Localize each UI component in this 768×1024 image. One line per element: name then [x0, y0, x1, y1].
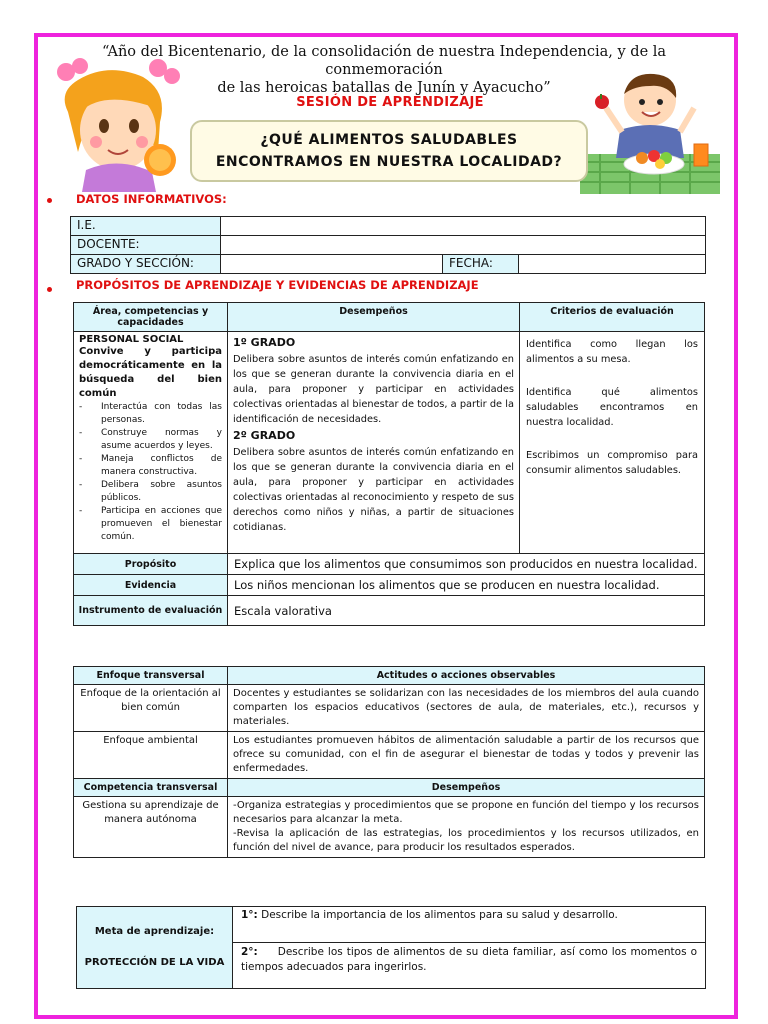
meta-item-2-text: Describe los tipos de alimentos de su dieta familiar, así como los momentos o tiempos adecuados para ingerirlos.	[241, 946, 697, 973]
area-name: PERSONAL SOCIAL	[79, 334, 184, 345]
datos-table	[70, 216, 706, 274]
docente-value[interactable]	[221, 236, 706, 255]
proposito-text: Explica que los alimentos que consumimos son producidos en nuestra localidad.	[228, 554, 705, 575]
criterio-3: Escribimos un compromiso para consumir alimentos saludables.	[526, 450, 698, 476]
capacidad-item: - Maneja conflictos de manera constructiva.	[79, 453, 222, 479]
col-competencia-header: Competencia transversal	[74, 779, 228, 797]
meta-item-2-num: 2°:	[241, 946, 258, 958]
propositos-heading: PROPÓSITOS DE APRENDIZAJE Y EVIDENCIAS DE APRENDIZAJE	[76, 278, 479, 292]
session-title: SESIÓN DE APRENDIZAJE	[296, 95, 484, 110]
competencia-transversal: Gestiona su aprendizaje de manera autónoma	[74, 797, 228, 858]
area-cell	[74, 332, 228, 554]
instrumento-label: Instrumento de evaluación	[74, 596, 228, 626]
fecha-label: FECHA:	[443, 255, 519, 274]
desempenos-cell	[228, 332, 520, 554]
meta-item-1	[233, 907, 706, 943]
desempenos-transversal-cell	[228, 797, 705, 858]
meta-item-2	[233, 943, 706, 989]
meta-item-1-text: Describe la importancia de los alimentos para su salud y desarrollo.	[261, 909, 618, 921]
bullet-icon	[47, 287, 52, 292]
col-desempenos-transversal-header: Desempeños	[228, 779, 705, 797]
meta-sublabel: PROTECCIÓN DE LA VIDA	[84, 956, 225, 968]
meta-label-cell	[77, 907, 233, 989]
criterios-cell	[520, 332, 705, 554]
capacidad-item: - Delibera sobre asuntos públicos.	[79, 479, 222, 505]
ie-value[interactable]	[221, 217, 706, 236]
motto	[84, 43, 684, 97]
propositos-table	[73, 302, 705, 626]
meta-label: Meta de aprendizaje:	[94, 925, 215, 937]
docente-label: DOCENTE:	[71, 236, 221, 255]
grado-value[interactable]	[221, 255, 443, 274]
motto-line-1: “Año del Bicentenario, de la consolidación de nuestra Independencia, y de la conmemoración	[101, 44, 667, 78]
evidencia-text: Los niños mencionan los alimentos que se producen en nuestra localidad.	[228, 575, 705, 596]
meta-item-1-num: 1°:	[241, 909, 258, 921]
col-actitudes-header: Actitudes o acciones observables	[228, 667, 705, 685]
instrumento-text: Escala valorativa	[228, 596, 705, 626]
grade-2-text: Delibera sobre asuntos de interés común enfatizando en los que se generan durante la convivencia diaria en el aula, para proponer y participar en actividades colectivas orientadas al reconocimiento y respeto de sus derechos como niños y niñas, a partir de situaciones cotidianas.	[233, 447, 514, 533]
grado-label: GRADO Y SECCIÓN:	[71, 255, 221, 274]
criterio-1: Identifica como llegan los alimentos a su mesa.	[526, 339, 698, 365]
grade-2-label: 2º GRADO	[233, 429, 296, 442]
criterio-2: Identifica qué alimentos saludables encontramos en nuestra localidad.	[526, 387, 698, 428]
ie-label: I.E.	[71, 217, 221, 236]
enfoques-table	[73, 666, 705, 858]
desempeno-1: -Organiza estrategias y procedimientos que se propone en función del tiempo y los recursos necesarios para alcanzar la meta.	[233, 800, 699, 825]
enfoque-2: Enfoque ambiental	[74, 732, 228, 779]
capacidad-item: - Participa en acciones que promueven el bienestar común.	[79, 505, 222, 544]
competencia-name: Convive y participa democráticamente en la búsqueda del bien común	[79, 346, 222, 399]
grade-1-text: Delibera sobre asuntos de interés común enfatizando en los que se generan durante la convivencia diaria en el aula, para proponer y participar en actividades colectivas orientadas al bienestar de todos, a partir de la identificación de necesidades.	[233, 354, 514, 425]
motto-line-2: de las heroicas batallas de Junín y Ayacucho”	[217, 80, 551, 96]
capacidad-item: - Interactúa con todas las personas.	[79, 401, 222, 427]
meta-table	[76, 906, 706, 989]
desempeno-2: -Revisa la aplicación de las estrategias, los procedimientos y los recursos utilizados, en función del nivel de avance, para producir los resultados esperados.	[233, 828, 699, 853]
actitud-2: Los estudiantes promueven hábitos de alimentación saludable a partir de los recursos que ofrece su comunidad, con el fin de asegurar el bienestar de todas y todos y prevenir las enfermedades.	[228, 732, 705, 779]
actitud-1: Docentes y estudiantes se solidarizan con las necesidades de los miembros del aula cuando comparten los espacios educativos (sectores de aula, de materiales, etc.), recursos y materiales.	[228, 685, 705, 732]
proposito-label: Propósito	[74, 554, 228, 575]
bullet-icon	[47, 198, 52, 203]
capacidad-item: - Construye normas y asume acuerdos y leyes.	[79, 427, 222, 453]
capacidades-list	[79, 401, 222, 544]
col-enfoque-header: Enfoque transversal	[74, 667, 228, 685]
fecha-value[interactable]	[519, 255, 706, 274]
enfoque-1: Enfoque de la orientación al bien común	[74, 685, 228, 732]
grade-1-label: 1º GRADO	[233, 336, 296, 349]
lesson-title-box	[190, 120, 588, 182]
datos-heading: DATOS INFORMATIVOS:	[76, 192, 227, 206]
lesson-title-line-1: ¿QUÉ ALIMENTOS SALUDABLES	[260, 132, 518, 148]
col-criterios-header: Criterios de evaluación	[520, 303, 705, 332]
lesson-title-line-2: ENCONTRAMOS EN NUESTRA LOCALIDAD?	[215, 154, 563, 170]
col-desempenos-header: Desempeños	[228, 303, 520, 332]
evidencia-label: Evidencia	[74, 575, 228, 596]
col-area-header: Área, competencias y capacidades	[74, 303, 228, 332]
